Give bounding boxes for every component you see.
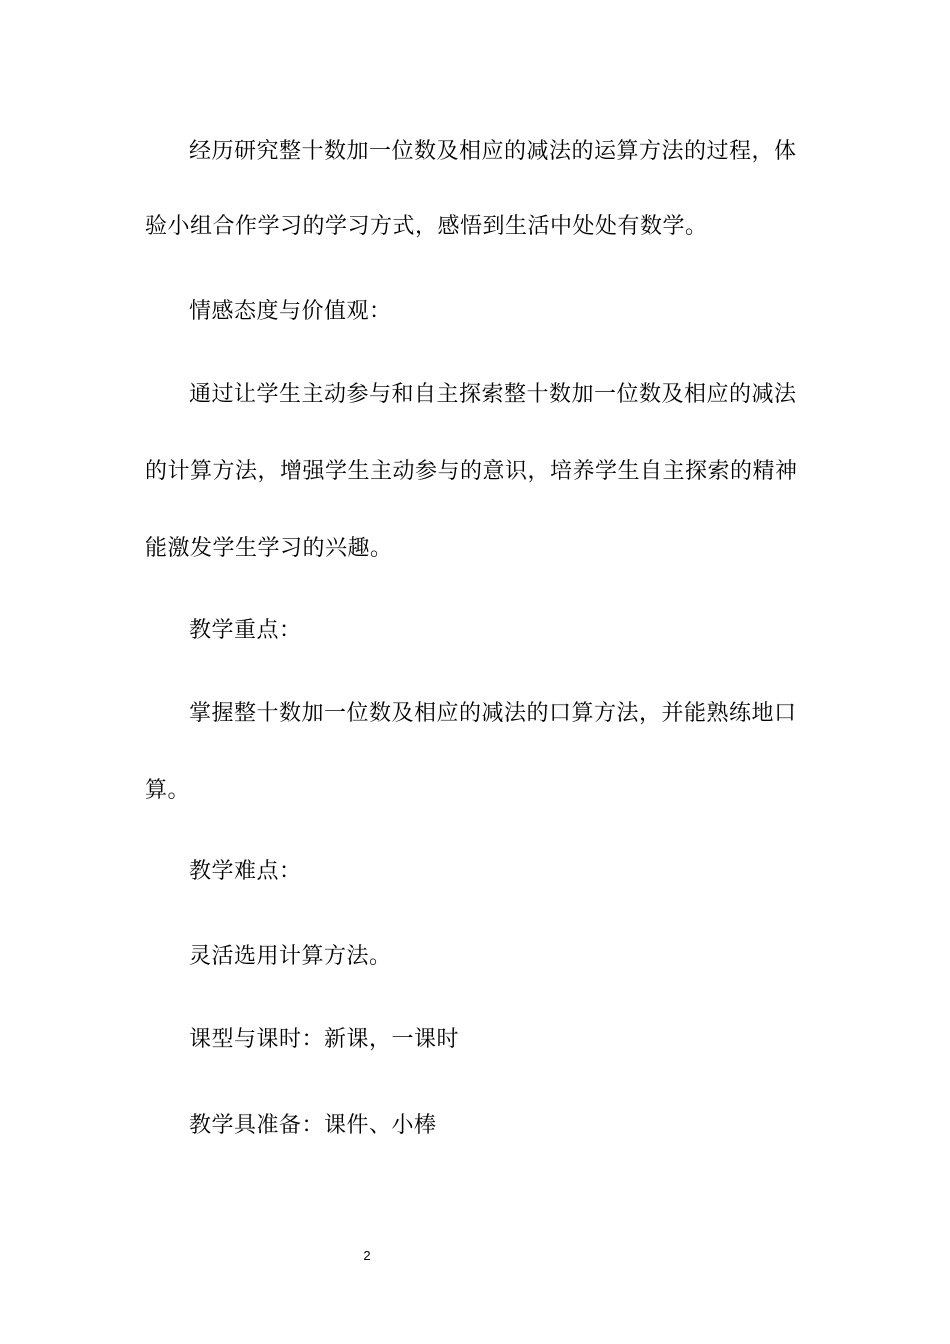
paragraph-line: 算。 (145, 778, 191, 803)
section-label: 教学重点： (189, 618, 302, 643)
paragraph-line: 能激发学生学习的兴趣。 (145, 536, 393, 561)
paragraph-line: 课型与课时：新课，一课时 (189, 1027, 460, 1052)
paragraph-line: 通过让学生主动参与和自主探索整十数加一位数及相应的减法 (189, 382, 797, 407)
paragraph-line: 验小组合作学习的学习方式，感悟到生活中处处有数学。 (145, 214, 708, 239)
paragraph-line: 教学具准备：课件、小棒 (189, 1113, 437, 1138)
paragraph-line: 掌握整十数加一位数及相应的减法的口算方法，并能熟练地口 (189, 701, 797, 726)
paragraph-line: 的计算方法，增强学生主动参与的意识，培养学生自主探索的精神 (145, 459, 798, 484)
section-label: 情感态度与价值观： (189, 299, 392, 324)
paragraph-line: 经历研究整十数加一位数及相应的减法的运算方法的过程，体 (189, 139, 797, 164)
paragraph-line: 灵活选用计算方法。 (189, 944, 392, 969)
section-label: 教学难点： (189, 859, 302, 884)
page-number: 2 (363, 1248, 371, 1263)
